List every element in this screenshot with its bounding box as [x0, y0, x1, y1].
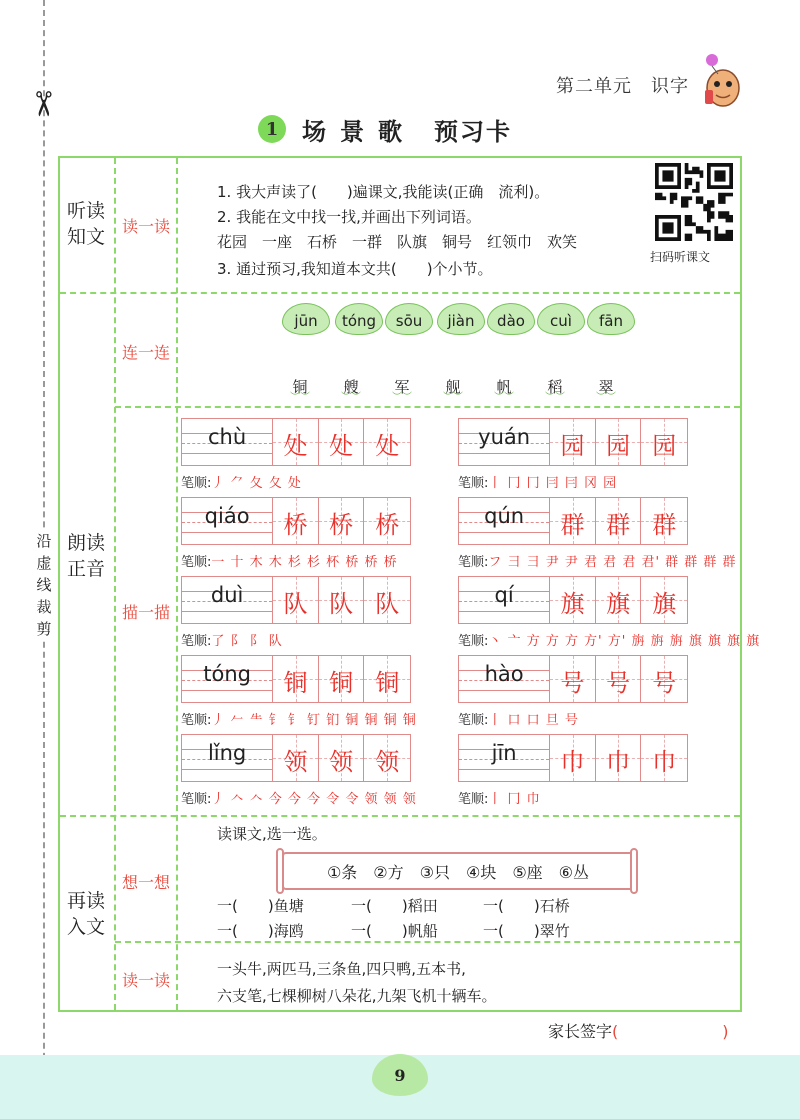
hanzi-option[interactable]: 艘 [343, 378, 359, 396]
row-divider [60, 815, 740, 817]
pinyin-box: lǐng [182, 735, 273, 781]
char-grid-row [458, 734, 688, 782]
trace-box[interactable]: 园 [550, 419, 596, 465]
pinyin-bubble[interactable]: dào [487, 303, 535, 335]
char-grid-row [181, 497, 411, 545]
leaf-icon: ︶︶ [392, 392, 412, 403]
stroke-sequence: 丿 𠆢 𠆢 今 今 今 令 令 领 领 领 [211, 792, 417, 807]
mascot-icon [700, 50, 746, 110]
stroke-order: 笔顺:丨 冂 巾 [458, 792, 541, 807]
question-1: 1. 我大声读了( )遍课文,我能读(正确 流利)。 [217, 183, 550, 201]
char-grid-row [181, 418, 411, 466]
stroke-sequence: 一 十 木 木 杉 杉 杯 桥 桥 桥 [211, 555, 398, 570]
trace-box[interactable]: 处 [364, 419, 410, 465]
trace-box[interactable]: 处 [273, 419, 319, 465]
stroke-order: 笔顺:丨 冂 冂 冃 冃 冈 园 [458, 476, 618, 491]
leaf-icon: ︶︶ [443, 392, 463, 403]
row-divider [115, 406, 740, 408]
pinyin-bubble[interactable]: cuì [537, 303, 585, 335]
pinyin-bubble[interactable]: tóng [335, 303, 383, 335]
trace-box[interactable]: 铜 [273, 656, 319, 702]
stroke-sequence: 丨 冂 冂 冃 冃 冈 园 [488, 476, 618, 491]
trace-box[interactable]: 旗 [550, 577, 596, 623]
stroke-order: 笔顺:丿 𠂉 ⺧ 钅 钅 钉 钔 铜 铜 铜 铜 [181, 713, 417, 728]
unit-label: 第二单元 识字 [556, 76, 689, 97]
stroke-order: 笔顺:丶 亠 方 方 方 方' 方' 旃 旃 旃 旗 旗 旗 旗 [458, 634, 761, 649]
char-grid-row [458, 655, 688, 703]
pinyin-bubble[interactable]: fān [587, 303, 635, 335]
leaf-icon: ︶︶ [341, 392, 361, 403]
trace-box[interactable]: 巾 [596, 735, 642, 781]
hanzi-option[interactable]: 舰 [445, 378, 461, 396]
trace-box[interactable]: 号 [641, 656, 687, 702]
fill-blank[interactable]: 一( )石桥 [483, 897, 570, 915]
stroke-order: 笔顺:了 阝 阝 队 [181, 634, 283, 649]
stroke-order: 笔顺:丿 ⺈ 夂 夂 处 [181, 476, 302, 491]
pinyin-bubble[interactable]: sōu [385, 303, 433, 335]
card-label: 预习卡 [434, 116, 512, 146]
trace-box[interactable]: 队 [364, 577, 410, 623]
pinyin-box: qún [459, 498, 550, 544]
pinyin-box: yuán [459, 419, 550, 465]
lesson-title-bar [258, 113, 512, 145]
char-grid-row [458, 497, 688, 545]
page-number: 9 [372, 1054, 428, 1096]
question-3: 3. 通过预习,我知道本文共( )个小节。 [217, 260, 493, 278]
reading-line-1: 一头牛,两匹马,三条鱼,四只鸭,五本书, [217, 960, 466, 978]
section-label-reread: 再读 入文 [66, 890, 105, 938]
pinyin-box: hào [459, 656, 550, 702]
scroll-end [630, 848, 638, 894]
stroke-sequence: 丨 口 口 旦 号 [488, 713, 579, 728]
stroke-order: 笔顺:丨 口 口 旦 号 [458, 713, 579, 728]
trace-box[interactable]: 巾 [550, 735, 596, 781]
section-label-listen: 听读 知文 [66, 200, 105, 248]
row-divider [60, 292, 740, 294]
stroke-sequence: 了 阝 阝 队 [211, 634, 283, 649]
trace-box[interactable]: 桥 [319, 498, 365, 544]
hanzi-option[interactable]: 铜 [292, 378, 308, 396]
trace-box[interactable]: 巾 [641, 735, 687, 781]
stroke-order: 笔顺:一 十 木 木 杉 杉 杯 桥 桥 桥 [181, 555, 398, 570]
hanzi-option[interactable]: 帆 [496, 378, 512, 396]
scissors-icon: ✂ [22, 89, 63, 119]
trace-box[interactable]: 桥 [273, 498, 319, 544]
fill-blank[interactable]: 一( )翠竹 [483, 922, 570, 940]
qr-code-icon[interactable] [655, 163, 733, 241]
activity-think: 想一想 [121, 873, 170, 892]
choose-prompt: 读课文,选一选。 [217, 825, 327, 843]
activity-connect: 连一连 [121, 343, 170, 362]
trace-box[interactable]: 队 [319, 577, 365, 623]
char-grid-row [181, 655, 411, 703]
trace-box[interactable]: 领 [364, 735, 410, 781]
hanzi-option[interactable]: 稻 [547, 378, 563, 396]
fill-blank[interactable]: 一( )鱼塘 [217, 897, 304, 915]
trace-box[interactable]: 铜 [364, 656, 410, 702]
trace-box[interactable]: 旗 [641, 577, 687, 623]
trace-box[interactable]: 领 [273, 735, 319, 781]
lesson-title: 场景歌 [302, 116, 416, 146]
trace-box[interactable]: 号 [596, 656, 642, 702]
pinyin-box: chù [182, 419, 273, 465]
stroke-sequence: 丨 冂 巾 [488, 792, 541, 807]
char-grid-row [458, 576, 688, 624]
pinyin-box: jīn [459, 735, 550, 781]
stroke-order: 笔顺:フ ⺕ ⺕ 尹 尹 君 君 君 君' 群 群 群 群 [458, 555, 737, 570]
pinyin-box: qiáo [182, 498, 273, 544]
fill-blank[interactable]: 一( )帆船 [351, 922, 438, 940]
trace-box[interactable]: 号 [550, 656, 596, 702]
activity-read-2: 读一读 [121, 971, 170, 990]
trace-box[interactable]: 桥 [364, 498, 410, 544]
leaf-icon: ︶︶ [545, 392, 565, 403]
fill-blank[interactable]: 一( )海鸥 [217, 922, 304, 940]
measure-word-options: ①条 ②方 ③只 ④块 ⑤座 ⑥丛 [282, 852, 634, 890]
trace-box[interactable]: 园 [641, 419, 687, 465]
stroke-sequence: 丿 ⺈ 夂 夂 处 [211, 476, 302, 491]
row-divider [115, 941, 740, 943]
cut-instruction: 沿 虚 线 裁 剪 [33, 530, 55, 640]
pinyin-bubble[interactable]: jiàn [437, 303, 485, 335]
leaf-icon: ︶︶ [290, 392, 310, 403]
word-list: 花园 一座 石桥 一群 队旗 铜号 红领巾 欢笑 [217, 233, 578, 251]
trace-box[interactable]: 群 [550, 498, 596, 544]
section-label-pronounce: 朗读 正音 [66, 532, 105, 580]
stroke-sequence: フ ⺕ ⺕ 尹 尹 君 君 君 君' 群 群 群 群 [488, 555, 737, 570]
lesson-number: 1 [258, 115, 286, 143]
activity-read-1: 读一读 [121, 217, 170, 236]
trace-box[interactable]: 领 [319, 735, 365, 781]
hanzi-option[interactable]: 翠 [598, 378, 614, 396]
qr-caption: 扫码听课文 [650, 250, 711, 264]
parent-signature[interactable]: 家长签字( ) [548, 1022, 729, 1041]
hanzi-option[interactable]: 军 [394, 378, 410, 396]
char-grid-row [458, 418, 688, 466]
trace-box[interactable]: 铜 [319, 656, 365, 702]
leaf-icon: ︶︶ [494, 392, 514, 403]
trace-box[interactable]: 旗 [596, 577, 642, 623]
stroke-sequence: 丿 𠂉 ⺧ 钅 钅 钉 钔 铜 铜 铜 铜 [211, 713, 417, 728]
trace-box[interactable]: 处 [319, 419, 365, 465]
trace-box[interactable]: 群 [596, 498, 642, 544]
activity-trace: 描一描 [121, 603, 170, 622]
stroke-order: 笔顺:丿 𠆢 𠆢 今 今 今 令 令 领 领 领 [181, 792, 417, 807]
trace-box[interactable]: 群 [641, 498, 687, 544]
stroke-sequence: 丶 亠 方 方 方 方' 方' 旃 旃 旃 旗 旗 旗 旗 [488, 634, 761, 649]
trace-box[interactable]: 队 [273, 577, 319, 623]
trace-box[interactable]: 园 [596, 419, 642, 465]
question-2: 2. 我能在文中找一找,并画出下列词语。 [217, 208, 481, 226]
pinyin-box: tóng [182, 656, 273, 702]
leaf-icon: ︶︶ [596, 392, 616, 403]
pinyin-bubble[interactable]: jūn [282, 303, 330, 335]
reading-line-2: 六支笔,七棵柳树八朵花,九架飞机十辆车。 [217, 987, 497, 1005]
char-grid-row [181, 576, 411, 624]
char-grid-row [181, 734, 411, 782]
pinyin-box: duì [182, 577, 273, 623]
fill-blank[interactable]: 一( )稻田 [351, 897, 438, 915]
pinyin-box: qí [459, 577, 550, 623]
